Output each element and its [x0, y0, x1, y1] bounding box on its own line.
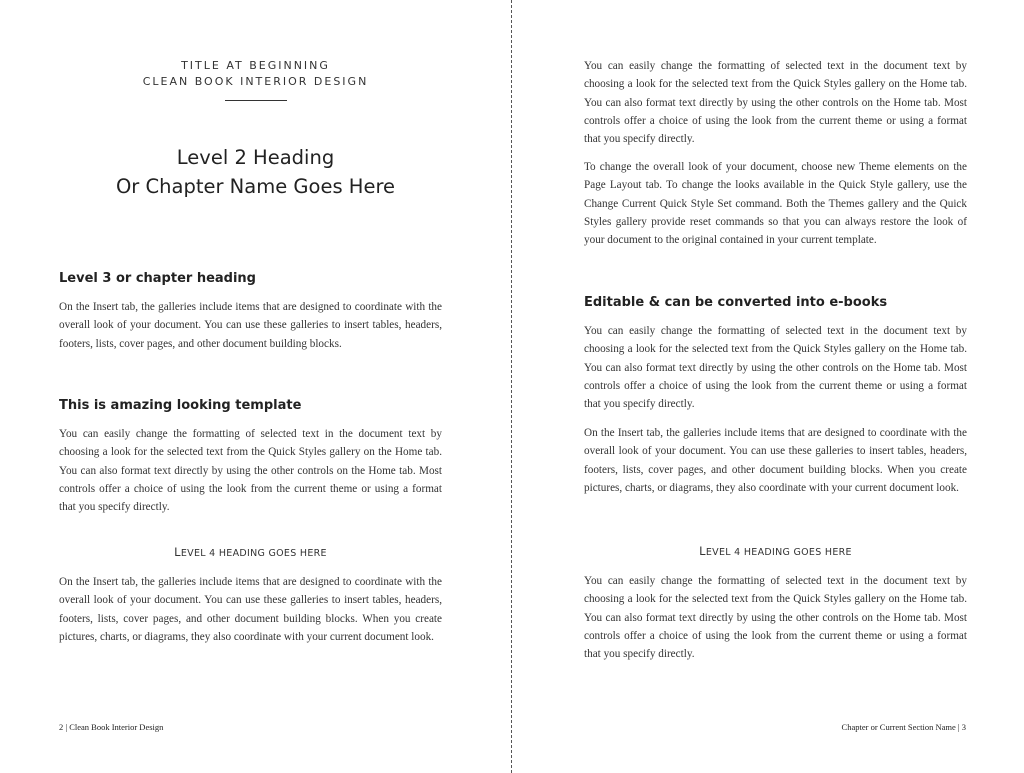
book-title-block	[0, 58, 511, 101]
level-4-heading-initial: L	[174, 545, 181, 559]
body-paragraph: You can easily change the formatting of selected text in the document text by choosing a look for the selected text from the Quick Styles gallery on the Home tab. You can also format text directly by using the other controls on the Home tab. Most controls offer a choice of using the look from the current theme or using a format that you specify directly.	[584, 60, 967, 146]
level-2-heading-line-2: Or Chapter Name Goes Here	[115, 175, 396, 198]
right-page	[513, 0, 1024, 773]
book-title-line-1: TITLE AT BEGINNING	[181, 59, 330, 72]
level-2-heading-line-1: Level 2 Heading	[176, 146, 335, 169]
level-2-heading	[0, 143, 511, 201]
page-spread-divider	[511, 0, 512, 773]
page-footer: Chapter or Current Section Name | 3	[841, 722, 966, 732]
level-3-heading: This is amazing looking template	[59, 398, 302, 413]
body-paragraph: You can easily change the formatting of selected text in the document text by choosing a look for the selected text from the Quick Styles gallery on the Home tab. You can also format text directly by using the other controls on the Home tab. Most controls offer a choice of using the look from the current theme or using a format that you specify directly.	[584, 325, 967, 411]
body-paragraph: On the Insert tab, the galleries include items that are designed to coordinate with the overall look of your document. You can use these galleries to insert tables, headers, footers, lists, cover pages, and other document building blocks. When you create pictures, charts, or diagrams, they also coordinate with your current document look.	[59, 576, 442, 643]
body-paragraph: You can easily change the formatting of selected text in the document text by choosing a look for the selected text from the Quick Styles gallery on the Home tab. You can also format text directly by using the other controls on the Home tab. Most controls offer a choice of using the look from the current theme or using a format that you specify directly.	[59, 428, 442, 514]
level-4-heading	[59, 545, 442, 559]
body-paragraph: You can easily change the formatting of selected text in the document text by choosing a look for the selected text from the Quick Styles gallery on the Home tab. You can also format text directly by using the other controls on the Home tab. Most controls offer a choice of using the look from the current theme or using a format that you specify directly.	[584, 575, 967, 661]
level-3-heading: Level 3 or chapter heading	[59, 271, 256, 286]
body-paragraph: On the Insert tab, the galleries include items that are designed to coordinate with the overall look of your document. You can use these galleries to insert tables, headers, footers, lists, cover pages, and other document building blocks. When you create pictures, charts, or diagrams, they also coordinate with your current document look.	[584, 427, 967, 494]
body-paragraph: On the Insert tab, the galleries include items that are designed to coordinate with the overall look of your document. You can use these galleries to insert tables, headers, footers, lists, cover pages, and other document building blocks.	[59, 301, 442, 350]
page-footer: 2 | Clean Book Interior Design	[59, 722, 164, 732]
body-paragraph: To change the overall look of your document, choose new Theme elements on the Page Layout tab. To change the looks available in the Quick Style gallery, use the Change Current Quick Style Set command. Both the Themes gallery and the Quick Styles gallery provide reset commands so that you can always restore the look of your document to the original contained in your current template.	[584, 161, 967, 247]
level-4-heading-rest: EVEL 4 HEADING GOES HERE	[705, 547, 852, 558]
level-4-heading-rest: EVEL 4 HEADING GOES HERE	[180, 548, 327, 559]
level-4-heading-initial: L	[699, 544, 706, 558]
book-title-line-2: CLEAN BOOK INTERIOR DESIGN	[142, 75, 369, 88]
level-4-heading	[584, 544, 967, 558]
level-3-heading: Editable & can be converted into e-books	[584, 295, 888, 310]
title-divider-rule	[225, 100, 287, 101]
left-page	[0, 0, 511, 773]
